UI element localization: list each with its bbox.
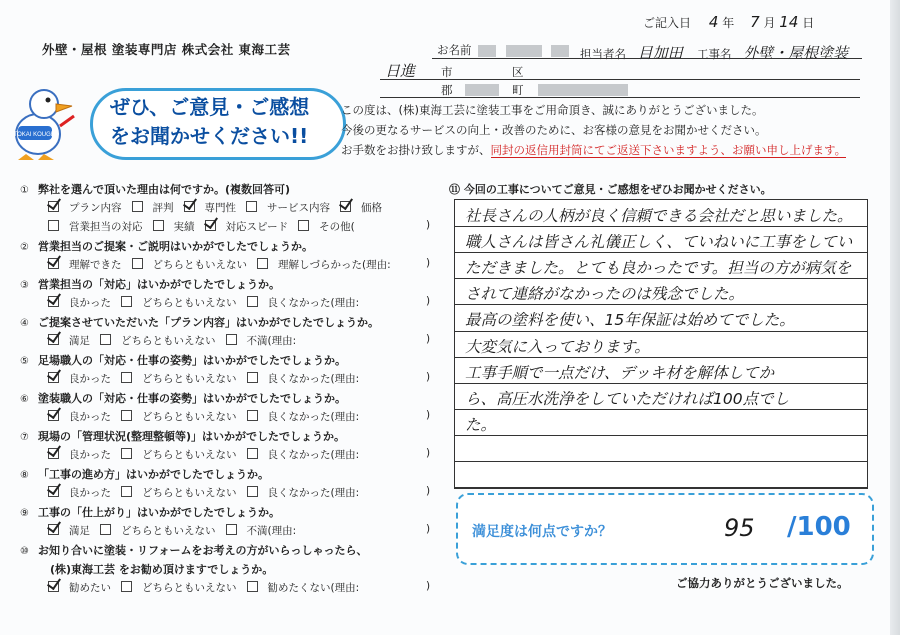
question-title <box>20 238 313 254</box>
address-underline <box>380 79 860 80</box>
option-label: 理解できた <box>69 259 122 271</box>
checkbox[interactable] <box>100 524 111 535</box>
checkbox[interactable] <box>247 296 258 307</box>
comment-ruled-line <box>455 409 867 410</box>
option-label: どちらともいえない <box>121 335 216 347</box>
question-text: 弊社を選んで頂いた理由は何ですか。(複数回答可) <box>38 183 291 196</box>
name-label: お名前 <box>437 43 472 57</box>
checkbox[interactable] <box>121 486 132 497</box>
option-item[interactable] <box>121 297 237 309</box>
option-label: 良くなかった(理由: <box>267 411 360 423</box>
name-underline <box>432 58 862 59</box>
option-item[interactable] <box>340 202 382 214</box>
q11-title: ⑪ 今回の工事についてご意見・ご感想をぜひお聞かせください。 <box>449 183 772 196</box>
banner-text <box>110 93 309 151</box>
comment-text-line: 大変気に入っております。 <box>465 337 650 356</box>
option-label: 営業担当の対応 <box>69 221 143 233</box>
option-label: 良くなかった(理由: <box>267 449 360 461</box>
comment-ruled-line <box>455 226 867 227</box>
checkbox-checked[interactable] <box>48 448 59 459</box>
checkbox[interactable] <box>132 258 143 269</box>
option-item[interactable] <box>226 335 297 347</box>
question-number: ⑧ <box>20 470 29 481</box>
checkbox[interactable] <box>121 581 132 592</box>
redacted-name <box>506 45 542 57</box>
ward-label: 区 <box>512 65 524 79</box>
checkbox-checked[interactable] <box>48 201 59 212</box>
close-paren: ) <box>426 257 431 269</box>
mascot-text: TOKAI KOUGEI <box>13 132 57 138</box>
name-row <box>437 42 572 58</box>
option-row <box>48 409 431 424</box>
option-label: 実績 <box>173 221 195 233</box>
redacted-name <box>551 45 569 57</box>
comment-text-line: 最高の塗料を使い、15年保証は始めてでした。 <box>465 311 795 330</box>
question-number: ① <box>20 185 29 196</box>
intro-line-1: この度は、(株)東海工芸に塗装工事をご用命頂き、誠にありがとうございました。 <box>341 103 764 117</box>
comment-text-line: されて連絡がなかったのは残念でした。 <box>465 285 745 304</box>
option-item[interactable] <box>48 411 111 423</box>
question-text: 営業担当の「対応」はいかがでしたでしょうか。 <box>38 278 280 291</box>
question-number: ④ <box>20 318 29 329</box>
question-title <box>20 276 280 292</box>
satisfaction-score[interactable]: 95 <box>724 514 755 542</box>
close-paren: ) <box>426 523 431 535</box>
question-number: ⑤ <box>20 356 29 367</box>
option-row <box>48 485 431 500</box>
checkbox[interactable] <box>100 334 111 345</box>
option-item[interactable] <box>132 202 174 214</box>
close-paren: ) <box>426 371 431 383</box>
question-title <box>20 428 345 444</box>
intro-line-3 <box>341 142 846 158</box>
question-text: 現場の「管理状況(整理整頓等)」はいかがでしたでしょうか。 <box>38 430 346 443</box>
option-label: 不満(理由: <box>246 525 297 537</box>
option-item[interactable] <box>48 259 122 271</box>
option-row <box>48 257 431 272</box>
option-item[interactable] <box>48 221 143 233</box>
option-row <box>48 523 431 538</box>
checkbox-checked[interactable] <box>48 410 59 421</box>
option-label: 良くなかった(理由: <box>267 373 360 385</box>
checkbox[interactable] <box>121 410 132 421</box>
checkbox[interactable] <box>121 296 132 307</box>
option-label: どちらともいえない <box>142 582 237 594</box>
option-item[interactable] <box>205 221 289 233</box>
option-row <box>48 219 431 234</box>
work-row <box>697 42 848 63</box>
option-item[interactable] <box>48 525 90 537</box>
option-label: どちらともいえない <box>142 487 237 499</box>
checkbox[interactable] <box>226 334 237 345</box>
question-text: ご提案させていただいた「プラン内容」はいかがでしたでしょうか。 <box>38 316 379 329</box>
checkbox[interactable] <box>226 524 237 535</box>
option-label: 専門性 <box>204 202 236 214</box>
option-item[interactable] <box>48 449 111 461</box>
question-text: 工事の「仕上がり」はいかがでしたでしょうか。 <box>38 506 280 519</box>
checkbox-checked[interactable] <box>48 296 59 307</box>
intro-line-3a: お手数をお掛け致しますが、 <box>341 143 491 157</box>
question-number: ⑩ <box>20 546 29 557</box>
staff-label: 担当者名 <box>580 47 626 61</box>
option-label: どちらともいえない <box>142 411 237 423</box>
checkbox[interactable] <box>48 220 59 231</box>
option-item[interactable] <box>247 297 360 309</box>
comment-text-line: ただきました。とても良かったです。担当の方が病気を <box>465 259 852 278</box>
checkbox-checked[interactable] <box>184 201 195 212</box>
checkbox[interactable] <box>121 448 132 459</box>
option-item[interactable] <box>246 202 330 214</box>
option-label: 良くなかった(理由: <box>267 487 360 499</box>
option-item[interactable] <box>121 487 237 499</box>
comment-text-line: た。 <box>465 415 497 434</box>
option-label: 満足 <box>69 335 90 347</box>
option-item[interactable] <box>100 335 216 347</box>
address-underline-2 <box>380 97 860 98</box>
option-label: 良かった <box>69 411 111 423</box>
comment-text-line: 工事手順で一点だけ、デッキ材を解体してか <box>465 363 775 382</box>
option-item[interactable] <box>48 202 122 214</box>
checkbox[interactable] <box>257 258 268 269</box>
question-title <box>20 352 346 368</box>
comment-ruled-line <box>455 461 867 462</box>
checkbox-checked[interactable] <box>48 334 59 345</box>
option-label: 評判 <box>152 202 174 214</box>
option-item[interactable] <box>48 487 111 499</box>
checkbox[interactable] <box>247 486 258 497</box>
work-label: 工事名 <box>697 47 732 61</box>
checkbox[interactable] <box>247 448 258 459</box>
comment-ruled-line <box>455 252 867 253</box>
date-year: 4 <box>708 13 719 31</box>
option-item[interactable] <box>48 335 90 347</box>
option-item[interactable] <box>121 449 237 461</box>
question-subtitle: (株)東海工芸 をお勧め頂けますでしょうか。 <box>50 563 274 576</box>
option-row <box>48 580 431 595</box>
company-name: 外壁・屋根 塗装専門店 株式会社 東海工芸 <box>42 42 291 57</box>
option-item[interactable] <box>100 525 216 537</box>
checkbox[interactable] <box>246 201 257 212</box>
checkbox-checked[interactable] <box>48 486 59 497</box>
option-label: 良かった <box>69 297 111 309</box>
question-text: 足場職人の「対応・仕事の姿勢」はいかがでしたでしょうか。 <box>38 354 346 367</box>
close-paren: ) <box>426 447 431 459</box>
option-label: 良くなかった(理由: <box>267 297 360 309</box>
checkbox[interactable] <box>247 581 258 592</box>
checkbox-checked[interactable] <box>48 258 59 269</box>
option-label: 満足 <box>69 525 90 537</box>
question-text: 「工事の進め方」はいかがでしたでしょうか。 <box>38 468 269 481</box>
checkbox-checked[interactable] <box>48 581 59 592</box>
return-notice: 同封の返信用封筒にてご返送下さいますよう、お願い申し上げます。 <box>490 143 847 157</box>
option-label: どちらともいえない <box>142 373 237 385</box>
close-paren: ) <box>426 409 431 421</box>
checkbox-checked[interactable] <box>340 201 351 212</box>
option-row <box>48 333 431 348</box>
option-label: どちらともいえない <box>121 525 216 537</box>
date-day: 14 <box>779 13 799 31</box>
question-number: ⑦ <box>20 432 29 443</box>
checkbox[interactable] <box>298 220 309 231</box>
question-title <box>20 466 269 482</box>
question-text: お知り合いに塗装・リフォームをお考えの方がいらっしゃったら、 <box>38 544 368 557</box>
city-value: 日進 <box>385 62 416 80</box>
question-title <box>20 314 379 330</box>
satisfaction-max: /100 <box>787 512 851 542</box>
county-label: 郡 <box>441 83 453 97</box>
date-month-unit: 月 <box>763 16 776 30</box>
question-title <box>20 504 280 520</box>
town-label: 町 <box>512 83 524 97</box>
comment-ruled-line <box>455 304 867 305</box>
option-item[interactable] <box>121 411 237 423</box>
staff-value: 目加田 <box>637 44 683 62</box>
option-label: 勧めたくない(理由: <box>267 582 360 594</box>
option-label: 勧めたい <box>69 582 111 594</box>
question-title <box>20 542 367 558</box>
comment-ruled-line <box>455 357 867 358</box>
option-label: 不満(理由: <box>246 335 297 347</box>
option-item[interactable] <box>121 582 237 594</box>
option-item[interactable] <box>48 373 111 385</box>
option-label: 良かった <box>69 487 111 499</box>
thanks-message: ご協力ありがとうございました。 <box>676 576 849 590</box>
checkbox[interactable] <box>132 201 143 212</box>
comment-ruled-line <box>455 278 867 279</box>
option-item[interactable] <box>298 221 355 233</box>
option-row <box>48 371 431 386</box>
option-label: 良かった <box>69 373 111 385</box>
checkbox[interactable] <box>153 220 164 231</box>
checkbox[interactable] <box>247 410 258 421</box>
option-label: どちらともいえない <box>142 297 237 309</box>
option-label: その他( <box>319 221 355 233</box>
option-item[interactable] <box>247 582 360 594</box>
checkbox-checked[interactable] <box>48 372 59 383</box>
comment-box[interactable] <box>454 199 868 489</box>
option-label: 良かった <box>69 449 111 461</box>
redacted-name <box>478 45 496 57</box>
option-row <box>48 295 431 310</box>
duck-mascot-icon <box>8 82 78 162</box>
close-paren: ) <box>426 580 431 592</box>
comment-ruled-line <box>455 383 867 384</box>
work-value: 外壁・屋根塗装 <box>743 44 849 62</box>
close-paren: ) <box>426 295 431 307</box>
checkbox-checked[interactable] <box>205 220 216 231</box>
option-item[interactable] <box>247 411 360 423</box>
option-item[interactable] <box>247 373 360 385</box>
question-text: 営業担当のご提案・ご説明はいかがでしたでしょうか。 <box>38 240 313 253</box>
option-item[interactable] <box>226 525 297 537</box>
option-item[interactable] <box>247 449 360 461</box>
question-number: ⑨ <box>20 508 29 519</box>
comment-ruled-line <box>455 331 867 332</box>
close-paren: ) <box>426 485 431 497</box>
city-label: 市 <box>441 65 453 79</box>
date-field <box>643 13 814 31</box>
date-month: 7 <box>750 13 760 31</box>
date-label: ご記入日 <box>643 16 692 30</box>
question-number: ② <box>20 242 29 253</box>
option-item[interactable] <box>257 259 391 271</box>
option-row <box>48 200 392 215</box>
option-label: プラン内容 <box>69 202 122 214</box>
option-label: 対応スピード <box>225 221 289 233</box>
close-paren: ) <box>426 219 431 231</box>
redacted-address <box>538 84 628 96</box>
staff-row <box>580 42 683 63</box>
date-year-unit: 年 <box>722 16 735 30</box>
option-item[interactable] <box>247 487 360 499</box>
question-number: ③ <box>20 280 29 291</box>
option-item[interactable] <box>132 259 248 271</box>
option-label: サービス内容 <box>267 202 330 214</box>
option-item[interactable] <box>48 297 111 309</box>
option-item[interactable] <box>153 221 195 233</box>
checkbox[interactable] <box>247 372 258 383</box>
checkbox[interactable] <box>121 372 132 383</box>
question-number: ⑥ <box>20 394 29 405</box>
paper-edge <box>890 0 900 635</box>
comment-text-line: 社長さんの人柄が良く信頼できる会社だと思いました。 <box>465 207 853 225</box>
banner-line-1: ぜひ、ご意見・ご感想 <box>110 95 310 119</box>
question-title <box>20 181 290 197</box>
comment-text-line: ら、高圧水洗浄をしていただければ100点でし <box>465 389 790 408</box>
close-paren: ) <box>426 333 431 345</box>
banner-line-2: をお聞かせください!! <box>110 124 309 148</box>
satisfaction-label: 満足度は何点ですか？ <box>472 524 612 540</box>
comment-ruled-line <box>455 487 867 488</box>
comment-text-line: 職人さんは皆さん礼儀正しく、ていねいに工事をしてい <box>465 233 853 252</box>
comment-ruled-line <box>455 435 867 436</box>
redacted-address <box>465 84 499 96</box>
option-label: 価格 <box>361 202 382 214</box>
option-label: どちらともいえない <box>142 449 237 461</box>
option-item[interactable] <box>48 582 111 594</box>
date-day-unit: 日 <box>802 16 815 30</box>
intro-line-2: 今後の更なるサービスの向上・改善のために、お客様の意見をお聞かせください。 <box>341 123 767 137</box>
option-item[interactable] <box>121 373 237 385</box>
option-item[interactable] <box>184 202 237 214</box>
question-title <box>20 390 346 406</box>
question-text: 塗装職人の「対応・仕事の姿勢」はいかがでしたでしょうか。 <box>38 392 346 405</box>
checkbox-checked[interactable] <box>48 524 59 535</box>
option-row <box>48 447 431 462</box>
option-label: どちらともいえない <box>152 259 247 271</box>
option-label: 理解しづらかった(理由: <box>278 259 391 271</box>
